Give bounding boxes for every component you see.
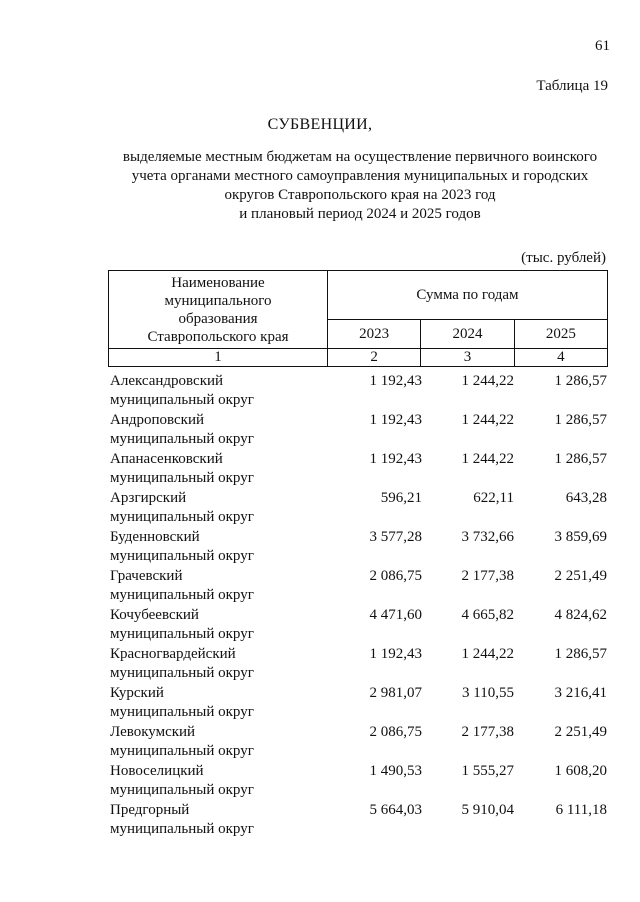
row-type: муниципальный округ <box>110 665 254 681</box>
column-number: 4 <box>514 349 607 367</box>
row-name: Андроповский <box>110 412 205 428</box>
row-name: Арзгирский <box>110 490 187 506</box>
row-type: муниципальный округ <box>110 587 254 603</box>
row-name: Курский <box>110 685 164 701</box>
table-row <box>110 450 610 489</box>
page-number: 61 <box>595 38 610 54</box>
column-number: 1 <box>109 349 328 367</box>
row-value-2023: 2 981,07 <box>369 685 422 701</box>
units-label: (тыс. рублей) <box>521 250 606 266</box>
row-type: муниципальный округ <box>110 626 254 642</box>
header-name-line: образования <box>178 310 258 327</box>
row-name: Кочубеевский <box>110 607 199 623</box>
document-subtitle <box>100 148 620 224</box>
row-type: муниципальный округ <box>110 743 254 759</box>
header-year-2025: 2025 <box>514 320 607 349</box>
row-value-2024: 3 110,55 <box>462 685 514 701</box>
row-value-2025: 1 286,57 <box>554 451 607 467</box>
row-value-2023: 1 192,43 <box>369 412 422 428</box>
row-name: Красногвардейский <box>110 646 236 662</box>
row-type: муниципальный округ <box>110 470 254 486</box>
row-value-2023: 4 471,60 <box>369 607 422 623</box>
table-row <box>110 567 610 606</box>
row-value-2023: 2 086,75 <box>369 568 422 584</box>
row-type: муниципальный округ <box>110 821 254 837</box>
subtitle-line: округов Ставропольского края на 2023 год <box>224 187 496 203</box>
table-row <box>110 645 610 684</box>
table-row <box>110 528 610 567</box>
row-type: муниципальный округ <box>110 548 254 564</box>
row-value-2025: 3 859,69 <box>554 529 607 545</box>
header-name-cell <box>109 271 328 349</box>
subtitle-line: учета органами местного самоуправления муниципальных и городских <box>131 168 589 184</box>
row-value-2025: 2 251,49 <box>554 724 607 740</box>
row-name: Предгорный <box>110 802 190 818</box>
row-value-2025: 1 286,57 <box>554 412 607 428</box>
row-value-2023: 2 086,75 <box>369 724 422 740</box>
column-number: 2 <box>328 349 421 367</box>
table-row <box>110 606 610 645</box>
row-value-2024: 1 244,22 <box>461 373 514 389</box>
header-name-line: Наименование <box>171 274 265 291</box>
row-name: Александровский <box>110 373 224 389</box>
table-body <box>110 372 610 840</box>
row-value-2023: 1 490,53 <box>369 763 422 779</box>
row-value-2025: 643,28 <box>565 490 607 506</box>
row-value-2023: 1 192,43 <box>369 451 422 467</box>
table-row <box>110 372 610 411</box>
row-value-2024: 1 244,22 <box>461 646 514 662</box>
table-row <box>110 801 610 840</box>
row-name: Новоселицкий <box>110 763 204 779</box>
row-value-2024: 2 177,38 <box>461 568 514 584</box>
header-name-line: муниципального <box>164 292 272 309</box>
header-year-2023: 2023 <box>328 320 421 349</box>
row-value-2023: 1 192,43 <box>369 646 422 662</box>
row-value-2025: 1 286,57 <box>554 646 607 662</box>
row-value-2023: 1 192,43 <box>369 373 422 389</box>
table-row <box>110 723 610 762</box>
row-type: муниципальный округ <box>110 392 254 408</box>
row-value-2024: 622,11 <box>473 490 514 506</box>
row-value-2023: 3 577,28 <box>369 529 422 545</box>
table-label: Таблица 19 <box>536 78 608 94</box>
row-value-2023: 596,21 <box>380 490 422 506</box>
row-value-2025: 1 608,20 <box>554 763 607 779</box>
table-row <box>110 762 610 801</box>
row-value-2025: 3 216,41 <box>554 685 607 701</box>
row-name: Левокумский <box>110 724 196 740</box>
table-row <box>110 411 610 450</box>
document-title: СУБВЕНЦИИ, <box>267 116 373 133</box>
row-name: Буденновский <box>110 529 200 545</box>
row-type: муниципальный округ <box>110 509 254 525</box>
row-value-2024: 3 732,66 <box>461 529 514 545</box>
header-name-line: Ставропольского края <box>147 328 289 345</box>
row-value-2024: 2 177,38 <box>461 724 514 740</box>
row-value-2025: 1 286,57 <box>554 373 607 389</box>
header-year-2024: 2024 <box>421 320 514 349</box>
row-value-2024: 5 910,04 <box>461 802 514 818</box>
table-row <box>110 684 610 723</box>
subtitle-line: выделяемые местным бюджетам на осуществление первичного воинского <box>122 149 598 165</box>
row-type: муниципальный округ <box>110 431 254 447</box>
row-value-2025: 2 251,49 <box>554 568 607 584</box>
table-header <box>108 270 608 367</box>
subtitle-line: и плановый период 2024 и 2025 годов <box>239 206 481 222</box>
row-value-2025: 4 824,62 <box>554 607 607 623</box>
row-value-2025: 6 111,18 <box>555 802 607 818</box>
row-type: муниципальный округ <box>110 704 254 720</box>
column-number: 3 <box>421 349 514 367</box>
table-row <box>110 489 610 528</box>
row-value-2024: 1 555,27 <box>461 763 514 779</box>
row-type: муниципальный округ <box>110 782 254 798</box>
header-sum-cell: Сумма по годам <box>328 271 608 320</box>
row-value-2024: 1 244,22 <box>461 412 514 428</box>
row-name: Грачевский <box>110 568 183 584</box>
row-name: Апанасенковский <box>110 451 223 467</box>
row-value-2024: 4 665,82 <box>461 607 514 623</box>
row-value-2024: 1 244,22 <box>461 451 514 467</box>
row-value-2023: 5 664,03 <box>369 802 422 818</box>
